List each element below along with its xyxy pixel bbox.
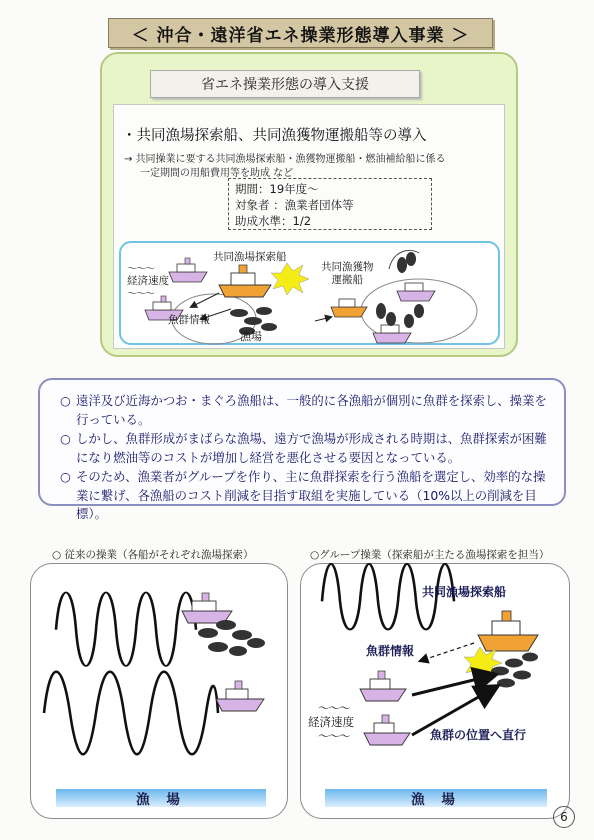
group-speed-label: 経済速度 [308,715,354,729]
diagram-speed-label: 経済速度 [127,275,169,287]
diagram-search-ship-label: 共同漁場探索船 [213,251,287,263]
support-main-bullet: ・共同漁場探索船、共同漁獲物運搬船等の導入 [122,128,427,144]
diagram-transport-ship-label [321,261,374,287]
wave-mark-1: ～～～ [127,264,154,275]
transport-label-line2: 運搬船 [331,274,363,286]
term-rate: 助成水準：1/2 [235,214,312,228]
fish-school-icon [491,653,538,688]
transport-label-line1: 共同漁獲物 [321,261,374,273]
ship-icon [216,681,264,711]
support-header: 省エネ操業形態の導入支援 [150,70,420,98]
wave-mark-2: ～～～ [127,289,154,300]
summary-text-2: しかし、魚群形成がまばらな漁場、遠方で漁場が形成される時期は、魚群探索が困難になり燃油等のコストが増加し経営を悪化させる要因となっている。 [76,431,547,465]
support-terms-box [228,178,432,230]
bullet-mark: ○ [60,469,71,484]
term-target: 対象者 ：漁業者団体等 [235,198,354,212]
search-path-wave [56,592,196,665]
diagram-fishing-ground-label: 漁場 [240,330,262,343]
bullet-mark: ○ [60,393,71,408]
summary-item-3 [60,468,548,524]
search-ship-icon [219,265,271,297]
signal-burst-icon [271,263,309,295]
page-title: ＜ 沖合・遠洋省エネ操業形態導入事業 ＞ [108,18,493,48]
group-fish-info-label: 魚群情報 [366,644,415,658]
right-panel-caption: ○グループ操業（探索船が主たる漁場探索を担当） [310,549,550,561]
group-search-ship-label: 共同漁場探索船 [422,585,507,599]
cooperative-diagram-art [119,241,500,345]
diagram-fish-info-label: 魚群情報 [168,314,210,326]
term-period: 期間：19年度～ [235,182,319,196]
search-ship-icon [478,611,538,651]
left-fishing-ground-bar: 漁 場 [56,789,266,807]
support-note-line2: 一定期間の用船費用等を助成 など [140,168,294,179]
conventional-operation-art [30,563,288,773]
ship-icon [169,258,207,282]
summary-item-2 [60,430,548,467]
summary-box [38,378,566,521]
ship-icon [360,671,406,701]
ship-icon [373,325,411,343]
support-note-line1: → 共同操業に要する共同漁場探索船・漁獲物運搬船・燃油補給船に係る [124,154,446,165]
bullet-mark: ○ [60,431,71,446]
search-path-wave [44,672,218,755]
ship-icon [364,715,410,745]
fish-school-icon [198,620,265,656]
support-note [124,153,494,181]
summary-text-1: 遠洋及び近海かつお・まぐろ漁船は、一般的に各漁船が個別に魚群を探索し、操業を行っている。 [76,393,547,427]
summary-text-3: そのため、漁業者がグループを作り、主に魚群探索を行う漁船を選定し、効率的な操業に繋げ、各漁船のコスト削減を目指す取組を実施している（10%以上の削減を目標）。 [76,469,546,521]
group-wave-mark-2: ～～～ [318,729,350,743]
page-number: 6 [553,806,575,828]
right-fishing-ground-bar: 漁 場 [325,789,547,807]
group-direct-label: 魚群の位置へ直行 [430,728,527,742]
group-wave-mark-1: ～～～ [318,701,350,715]
transport-ship-icon [331,299,367,317]
ship-icon [397,283,435,301]
summary-item-1 [60,392,548,429]
left-panel-caption: ○ 従来の操業（各船がそれぞれ漁場探索） [52,549,254,561]
